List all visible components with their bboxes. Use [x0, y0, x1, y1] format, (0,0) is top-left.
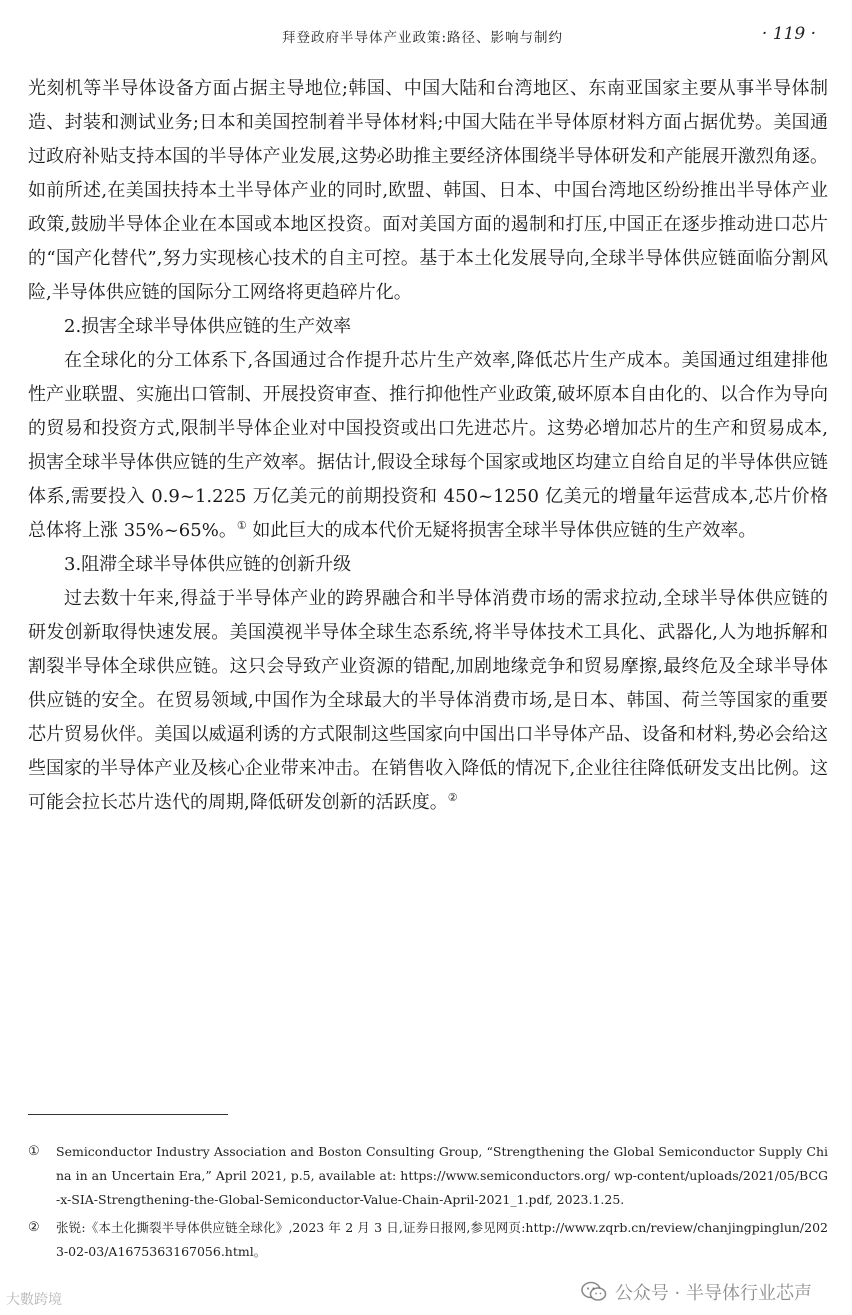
footnote-ref-1[interactable]: ①	[236, 519, 247, 532]
section-heading-2: 2.损害全球半导体供应链的生产效率	[64, 316, 352, 337]
watermark-left: 大數跨境	[6, 1292, 62, 1308]
footnote-text: Semiconductor Industry Association and Boston Consulting Group, “Strengthening the Global Semiconductor Supply China in an Uncertain Era,” April 2021, p.5, available at: https://www.semiconductors.org/ wp-content/uploads/2021/05/BCG-x-SIA-Strengthening-the-Global-Semiconductor-Value-Chain-April-2021_1.pdf, 2023.1.25.	[56, 1144, 828, 1207]
main-text	[28, 72, 828, 820]
footnotes	[28, 1140, 828, 1268]
paragraph-2	[28, 344, 828, 548]
footnote-text: 张锐:《本土化撕裂半导体供应链全球化》,2023 年 2 月 3 日,证券日报网,参见网页:http://www.zqrb.cn/review/chanjingpinglun/2023-02-03/A1675363167056.html。	[56, 1220, 828, 1259]
paragraph-2-tail: 如此巨大的成本代价无疑将损害全球半导体供应链的生产效率。	[246, 520, 757, 541]
running-title: 拜登政府半导体产业政策:路径、影响与制约	[282, 30, 564, 46]
wechat-icon	[581, 1281, 607, 1303]
watermark-right	[581, 1279, 812, 1305]
paragraph-continued: 光刻机等半导体设备方面占据主导地位;韩国、中国大陆和台湾地区、东南亚国家主要从事半导体制造、封装和测试业务;日本和美国控制着半导体材料;中国大陆在半导体原材料方面占据优势。美国通过政府补贴支持本国的半导体产业发展,这势必助推主要经济体围绕半导体研发和产能展开激烈角逐。如前所述,在美国扶持本土半导体产业的同时,欧盟、韩国、日本、中国台湾地区纷纷推出半导体产业政策,鼓励半导体企业在本国或本地区投资。面对美国方面的遏制和打压,中国正在逐步推动进口芯片的“国产化替代”,努力实现核心技术的自主可控。基于本土化发展导向,全球半导体供应链面临分割风险,半导体供应链的国际分工网络将更趋碎片化。	[28, 78, 828, 303]
footnote-mark: ②	[28, 1220, 40, 1235]
paragraph-2-text: 在全球化的分工体系下,各国通过合作提升芯片生产效率,降低芯片生产成本。美国通过组建排他性产业联盟、实施出口管制、开展投资审查、推行抑他性产业政策,破坏原本自由化的、以合作为导向的贸易和投资方式,限制半导体企业对中国投资或出口先进芯片。这势必增加芯片的生产和贸易成本,损害全球半导体供应链的生产效率。据估计,假设全球每个国家或地区均建立自给自足的半导体供应链体系,需要投入 0.9~1.225 万亿美元的前期投资和 450~1250 亿美元的增量年运营成本,芯片价格总体将上涨 35%~65%。	[28, 350, 828, 541]
footnote-mark: ①	[28, 1144, 40, 1159]
paragraph-3	[28, 582, 828, 820]
footnote-divider	[28, 1114, 228, 1115]
footnote-2	[28, 1216, 828, 1264]
section-heading-3: 3.阻滞全球半导体供应链的创新升级	[64, 554, 352, 575]
watermark-right-text: 公众号 · 半导体行业芯声	[614, 1283, 812, 1304]
page-number: · 119 ·	[761, 24, 816, 44]
page-header	[0, 24, 852, 52]
footnote-ref-2[interactable]: ②	[447, 791, 458, 804]
paragraph-3-text: 过去数十年来,得益于半导体产业的跨界融合和半导体消费市场的需求拉动,全球半导体供应链的研发创新取得快速发展。美国漠视半导体全球生态系统,将半导体技术工具化、武器化,人为地拆解和割裂半导体全球供应链。这只会导致产业资源的错配,加剧地缘竞争和贸易摩擦,最终危及全球半导体供应链的安全。在贸易领域,中国作为全球最大的半导体消费市场,是日本、韩国、荷兰等国家的重要芯片贸易伙伴。美国以威逼利诱的方式限制这些国家向中国出口半导体产品、设备和材料,势必会给这些国家的半导体产业及核心企业带来冲击。在销售收入降低的情况下,企业往往降低研发支出比例。这可能会拉长芯片迭代的周期,降低研发创新的活跃度。	[28, 588, 828, 813]
footnote-1	[28, 1140, 828, 1212]
